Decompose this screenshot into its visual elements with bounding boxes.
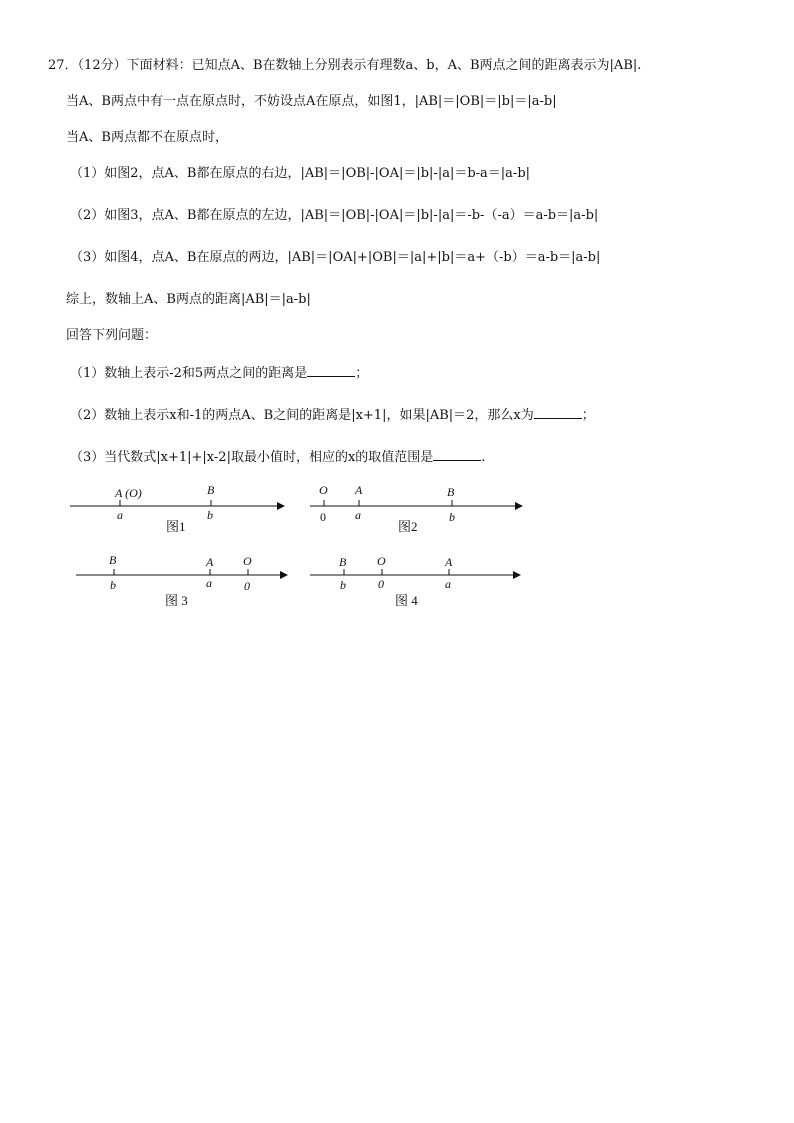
sub2-text: （2）如图3，点A、B都在原点的左边，|AB|＝|OB|-|OA|＝|b|-|a|＝-b-（-a）＝a-b＝|a-b| — [70, 208, 599, 223]
fig1-label-a-top: A (O) — [115, 486, 142, 500]
fig2-label-a-top: A — [355, 483, 363, 497]
fig4-label-b-bottom: b — [340, 578, 346, 592]
sub1-text: （1）如图2，点A、B都在原点的右边，|AB|＝|OB|-|OA|＝|b|-|a|＝b-a＝|a-b| — [70, 166, 531, 181]
fig2-label-b-bottom: b — [449, 510, 455, 524]
question-1-end: ； — [355, 366, 369, 381]
figure-2 — [310, 483, 522, 534]
fig2-label-o-bottom: 0 — [320, 510, 326, 524]
fig3-caption: 图 3 — [165, 593, 188, 608]
fig4-label-o-top: O — [377, 554, 386, 568]
case2-text: 当A、B两点都不在原点时， — [66, 130, 228, 145]
figure-4 — [310, 554, 520, 608]
fig1-caption: 图1 — [166, 519, 186, 534]
fig1-label-a-bottom: a — [117, 508, 123, 522]
fig1-label-b-bottom: b — [207, 508, 213, 522]
fig2-label-o-top: O — [319, 483, 328, 497]
question-3-end: . — [481, 450, 486, 465]
fig3-label-o-bottom: 0 — [244, 579, 250, 593]
summary-text: 综上，数轴上A、B两点的距离|AB|＝|a-b| — [66, 292, 311, 307]
figure-1 — [70, 483, 284, 534]
intro-text: 下面材料：已知点A、B在数轴上分别表示有理数a、b，A、B两点之间的距离表示为|AB|. — [126, 58, 642, 73]
fig4-label-a-bottom: a — [445, 577, 451, 591]
fig1-label-b-top: B — [207, 483, 215, 497]
fig2-label-b-top: B — [447, 485, 455, 499]
sub3-text: （3）如图4，点A、B在原点的两边，|AB|＝|OA|+|OB|＝|a|+|b|＝a+（-b）＝a-b＝|a-b| — [70, 250, 601, 265]
fig2-caption: 图2 — [398, 519, 418, 534]
question-2-text: （2）数轴上表示x和-1的两点A、B之间的距离是|x+1|，如果|AB|＝2，那么x为 — [70, 408, 534, 423]
question-2-end: ； — [581, 408, 595, 423]
question-3-text: （3）当代数式|x+1|+|x-2|取最小值时，相应的x的取值范围是 — [70, 450, 434, 465]
fig2-label-a-bottom: a — [355, 508, 361, 522]
fig4-label-b-top: B — [339, 555, 347, 569]
answer-prompt: 回答下列问题： — [66, 328, 158, 343]
fig3-label-o-top: O — [243, 554, 252, 568]
fig3-label-a-top: A — [206, 555, 214, 569]
fig4-label-o-bottom: 0 — [378, 577, 384, 591]
problem-score: （12分） — [77, 58, 127, 73]
fig4-caption: 图 4 — [395, 593, 418, 608]
fig3-label-b-bottom: b — [110, 578, 116, 592]
fig3-label-b-top: B — [109, 553, 117, 567]
fig4-label-a-top: A — [445, 555, 453, 569]
problem-number: 27． — [48, 58, 78, 73]
question-1-text: （1）数轴上表示-2和5两点之间的距离是 — [70, 366, 308, 381]
figure-3 — [76, 553, 287, 608]
case1-text: 当A、B两点中有一点在原点时，不妨设点A在原点，如图1，|AB|＝|OB|＝|b|＝|a-b| — [66, 94, 557, 109]
fig3-label-a-bottom: a — [206, 576, 212, 590]
